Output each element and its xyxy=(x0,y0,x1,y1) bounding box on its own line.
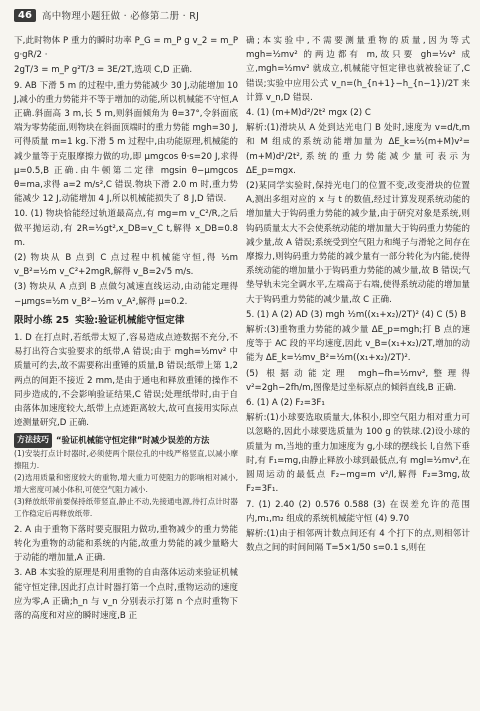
book-title: 高中物理小题狂做 · 必修第二册 · RJ xyxy=(41,11,200,22)
left-column xyxy=(14,34,238,624)
lesson-answer-2: 2. A 由于重物下落时要克服阻力做功,重物减少的重力势能转化为重物的动能和系统的内能,故重力势能的减少量略大于动能的增加量,A 正确. xyxy=(14,524,238,564)
answer-3-continued: 确;本实验中,不需要测量重物的质量,因为等式 mgh=½mv² 的两边都有 m,故只要 gh=½v² 成立,mgh=½mv² 就成立,机械能守恒定律也就被验证了,C 错误;实验中应用公式 v_n=(h_{n+1}−h_{n−1})/2T 来计算 v_n,D 错误. xyxy=(246,36,470,103)
page-number: 46 xyxy=(14,9,36,22)
right-column xyxy=(246,34,470,556)
method-tips-heading xyxy=(14,433,238,447)
lesson-heading xyxy=(14,314,238,328)
answer-5: 5. (1) A (2) AD (3) mgh ½m((x₁+x₂)/2T)² (4) C (5) B xyxy=(246,309,467,320)
answer-10-part2: (2) 物块从 B 点到 C 点过程中机械能守恒,得 ½m v_B²=½m v_C²+2mgR,解得 v_B=2√5 m/s. xyxy=(14,253,238,278)
answer-5-explanation-1: 解析:(3)重物重力势能的减少量 ΔE_p=mgh;打 B 点的速度等于 AC 段的平均速度,因此 v_B=(x₁+x₂)/2T,增加的动能为 ΔE_k=½mv_B²=½m((x₁+x₂)/2T)². xyxy=(246,325,470,364)
method-tag: 方法技巧 xyxy=(14,433,52,447)
answer-10-part3: (3) 物块从 A 点到 B 点做匀减速直线运动,由动能定理得 −μmgs=½m v_B²−½m v_A²,解得 μ=0.2. xyxy=(14,282,238,307)
answer-6: 6. (1) A (2) F₂=3F₁ xyxy=(246,398,325,409)
lesson-title: 实验:验证机械能守恒定律 xyxy=(75,314,185,326)
page-header xyxy=(0,0,480,30)
answer-10-part1: 10. (1) 物块恰能经过轨道最高点,有 mg=m v_C²/R,之后做平抛运动,有 2R=½gt²,x_DB=v_C t,解得 x_DB=0.8 m. xyxy=(14,209,238,248)
method-tip-item: (3)释放纸带前要保持纸带竖直,静止不动,先接通电源,待打点计时器工作稳定后再释放纸带. xyxy=(14,496,238,518)
lesson-answer-3: 3. AB 本实验的原理是利用重物的自由落体运动来验证机械能守恒定律,因此打点计时器打第一个点时,重物运动的速度应为零,A 正确;h_n 与 v_n 分别表示打第 n 个点时重物下落的高度和对应的瞬时速度,B 正 xyxy=(14,568,238,621)
answer-4-explanation-2: (2)某同学实验时,保持光电门的位置不变,改变滑块的位置 A,测出多组对应的 x 与 t 的数值,经过计算发现系统动能的增加量大于钩码重力势能的减少量,由于研究对象是系统,则钩码质量太大不会使系统动能的增加量大于钩码重力势能的减少量,故 A 错误;系统受到空气阻力和绳子与滑轮之间存在摩擦力,则钩码重力势能的减少量有一部分转化为内能,使得系统动能的增加量小于钩码重力势能的减少量,故 B 错误;气垫导轨未完全调水平,左端高于右端,使得系统动能的增加量大于钩码重力势能的减少量,故 C 正确. xyxy=(246,181,470,305)
answer-4: 4. (1) (m+M)d²/2t² mgx (2) C xyxy=(246,108,371,119)
lesson-answer-1: 1. D 在打点时,若纸带太短了,容易造成点迹数据不充分,不易打出符合实验要求的纸带,A 错误;由于 mgh=½mv² 中质量可约去,故不需要称出重锤的质量,B 错误;纸带上第 1,2 两点的间距不接近 2 mm,是由于通电和释放重锤的操作不同步造成的,不会影响验证结果,C 错误;处理纸带时,由于自由落体加速度较大,纸带上点迹距离较大,故可直接用实际点迹测量研究,D 正确. xyxy=(14,333,238,429)
method-tips-list xyxy=(14,448,238,520)
method-tip-item: (2)选用质量和密度较大的重物,增大重力可使阻力的影响相对减小,增大密度可减小体积,可使空气阻力减小. xyxy=(14,472,238,494)
answer-6-explanation: 解析:(1)小球要选取质量大,体积小,即空气阻力相对重力可以忽略的,因此小球要选质量为 100 g 的铁球.(2)设小球的质量为 m,当地的重力加速度为 g,小球的摆线长 l,自然下垂时,有 F₁=mg,由静止释放小球到最低点,有 mgl=½mv²,在圆周运动的最低点 F₂−mg=m v²/l,解得 F₂=3mg,故 F₂=3F₁. xyxy=(246,413,470,495)
method-title: “验证机械能守恒定律”时减少误差的方法 xyxy=(56,435,210,446)
method-tips-box xyxy=(14,433,238,519)
lesson-label: 限时小练 25 xyxy=(14,314,70,326)
answer-5-explanation-2: (5) 根据动能定理 mgh−fh=½mv²,整理得 v²=2gh−2fh/m,图像是过坐标原点的倾斜直线,B 正确. xyxy=(246,368,470,393)
method-tip-item: (1)安装打点计时器时,必须使两个限位孔的中线严格竖直,以减小摩擦阻力. xyxy=(14,448,238,470)
answer-9: 9. AB 下滑 5 m 的过程中,重力势能减少 30 J,动能增加 10 J,减小的重力势能并不等于增加的动能,所以机械能不守恒,A 正确.斜面高 3 m,长 5 m,则斜面倾角为 θ=37°,令斜面底端为零势能面,则物块在斜面顶端时的重力势能 mgh=30 J,可得质量 m=1 kg.下滑 5 m 过程中,由功能原理,机械能的减少量等于克服摩擦力做的功,即 μmgcos θ·s=20 J,求得 μ=0.5,B 正确.由牛顿第二定律 mgsin θ−μmgcos θ=ma,求得 a=2 m/s²,C 错误.物块下滑 2.0 m 时,重力势能减少 12 J,动能增加 4 J,所以机械能损失了 8 J,D 错误. xyxy=(14,80,238,205)
answer-7: 7. (1) 2.40 (2) 0.576 0.588 (3) 在误差允许的范围内,m₁,m₂ 组成的系统机械能守恒 (4) 9.70 xyxy=(246,499,470,524)
answer-4-explanation-1: 解析:(1)滑块从 A 处到达光电门 B 处时,速度为 v=d/t,m 和 M 组成的系统动能增加量为 ΔE_k=½(m+M)v²=(m+M)d²/2t²,系统的重力势能减少量可表示为 ΔE_p=mgx. xyxy=(246,123,470,176)
answer-7-explanation: 解析:(1)由于相邻两计数点间还有 4 个打下的点,则相邻计数点之间的时间间隔 T=5×1/50 s=0.1 s,则在 xyxy=(246,528,470,554)
answer-paragraph: 2gT/3 = m_P g²T/3 = 3E/2T,选项 C,D 正确. xyxy=(14,65,193,76)
answer-paragraph: 下,此时物体 P 重力的瞬时功率 P_G = m_P g v_2 = m_P g·gR/2 · xyxy=(14,36,238,61)
